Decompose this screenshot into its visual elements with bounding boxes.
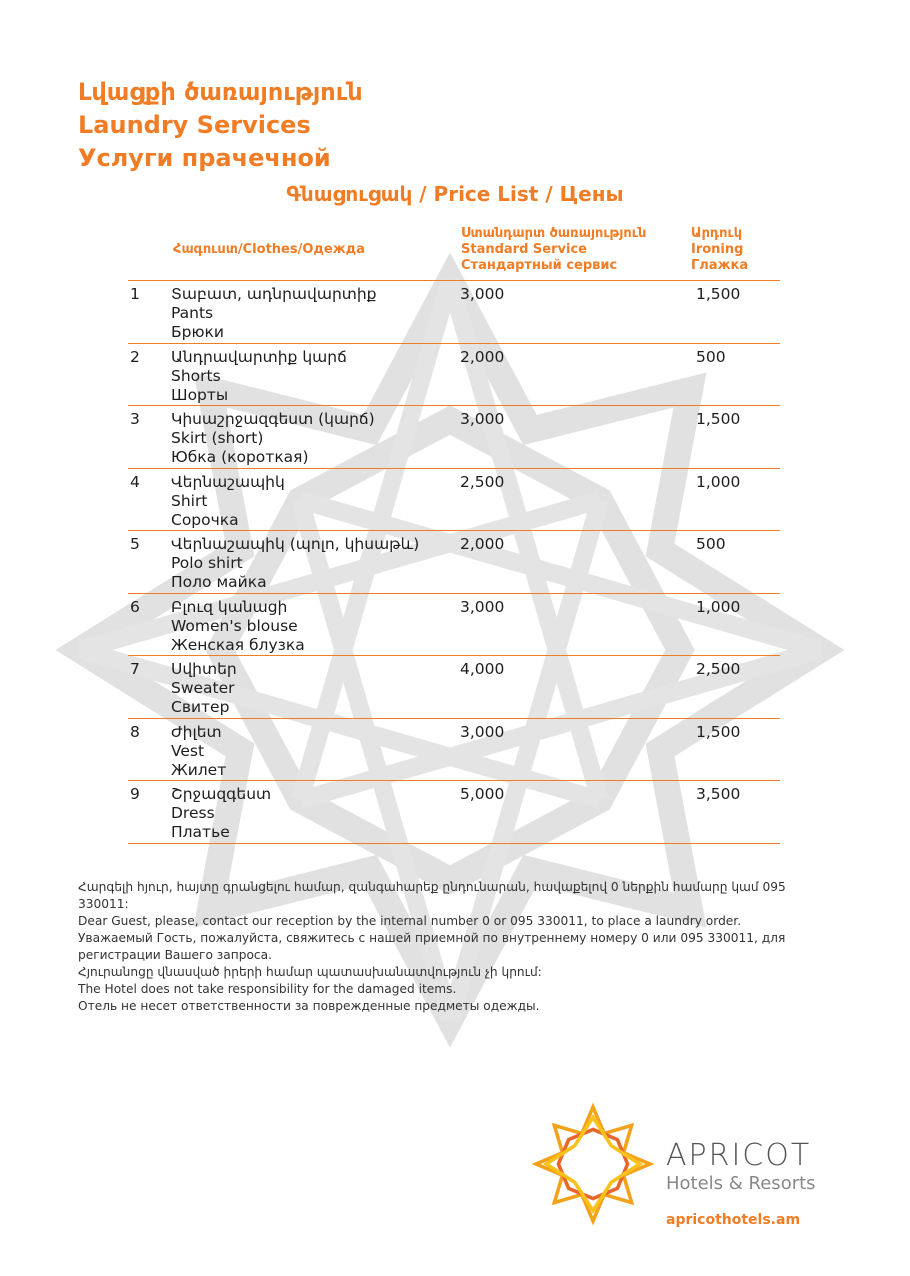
row-number: 9: [130, 785, 140, 803]
item-names: [171, 660, 237, 717]
row-number: 1: [130, 285, 140, 303]
note-liability-ru: Отель не несет ответственности за поврежденные предметы одежды.: [78, 999, 540, 1013]
item-name-hy: Վերնաշապիկ: [171, 472, 285, 491]
row-number: 7: [130, 660, 140, 678]
standard-price: 3,000: [460, 410, 505, 428]
ironing-price: 500: [696, 535, 726, 553]
item-names: [171, 723, 226, 780]
item-name-ru: Платье: [171, 823, 230, 841]
item-name-hy: Վերնաշապիկ (պոլո, կիսաթև): [171, 535, 420, 553]
item-name-ru: Брюки: [171, 323, 224, 341]
item-name-en: Polo shirt: [171, 554, 243, 572]
item-name-en: Vest: [171, 741, 205, 760]
item-names: [171, 535, 419, 592]
table-row: [128, 719, 780, 782]
header-standard-ru: Стандартный сервис: [461, 258, 618, 273]
item-names: [171, 598, 305, 655]
item-name-hy: Շրջազգեստ: [171, 785, 272, 803]
note-contact-en: Dear Guest, please, contact our reception by the internal number 0 or 095 330011, to place a laundry order.: [78, 914, 742, 928]
table-row: [128, 594, 780, 657]
standard-price: 2,500: [460, 472, 505, 491]
item-names: [171, 285, 377, 342]
item-name-hy: Կիսաշրջազգեստ (կարճ): [171, 410, 375, 428]
ironing-price: 1,000: [696, 597, 741, 616]
standard-price: 5,000: [460, 785, 505, 803]
ironing-price: 1,500: [696, 722, 741, 741]
header-standard-service: [461, 226, 646, 274]
item-name-ru: Шорты: [171, 385, 229, 404]
table-row: [128, 344, 780, 407]
item-names: [171, 410, 375, 467]
header-clothes: Հագուստ/Clothes/Одежда: [173, 242, 365, 257]
table-row: [128, 281, 780, 344]
title-russian: Услуги прачечной: [78, 144, 331, 172]
ironing-price: 500: [696, 347, 726, 366]
note-liability-hy: Հյուրանոցը վնասված իրերի համար պատասխանատվություն չի կրում:: [78, 965, 542, 979]
title-english: Laundry Services: [78, 111, 311, 139]
standard-price: 2,000: [460, 535, 505, 553]
table-row: [128, 656, 780, 719]
price-list-title: Գնացուցակ / Price List / Цены: [286, 182, 624, 206]
item-name-en: Women's blouse: [171, 616, 298, 635]
row-number: 4: [130, 472, 140, 491]
note-contact-ru: Уважаемый Гость, пожалуйста, свяжитесь с нашей приемной по внутреннему номеру 0 или 095 330011, для регистрации Вашего запроса.: [78, 931, 786, 962]
item-names: [171, 473, 285, 530]
brand-subtitle: Hotels & Resorts: [666, 1173, 816, 1194]
title-armenian: Լվացքի ծառայություն: [78, 78, 363, 106]
row-number: 2: [130, 347, 140, 366]
table-row: [128, 406, 780, 469]
header-standard-hy: Ստանդարտ ծառայություն: [461, 226, 647, 241]
apricot-sun-logo-icon: [532, 1103, 654, 1225]
row-number: 3: [130, 410, 140, 428]
item-name-ru: Юбка (короткая): [171, 448, 309, 466]
row-number: 6: [130, 597, 140, 616]
note-liability-en: The Hotel does not take responsibility for the damaged items.: [78, 982, 457, 996]
item-name-hy: Անդրավարտիք կարճ: [171, 347, 347, 366]
table-row: [128, 781, 780, 844]
header-ironing-ru: Глажка: [691, 258, 749, 273]
item-name-en: Pants: [171, 304, 214, 322]
ironing-price: 1,500: [696, 410, 741, 428]
item-name-en: Skirt (short): [171, 429, 264, 447]
standard-price: 3,000: [460, 285, 505, 303]
item-name-hy: Տաբատ, ադնրավարտիք: [171, 285, 377, 303]
item-name-ru: Сорочка: [171, 510, 239, 529]
standard-price: 3,000: [460, 597, 505, 616]
header-ironing: [691, 226, 748, 274]
table-row: [128, 531, 780, 594]
standard-price: 3,000: [460, 722, 505, 741]
row-number: 8: [130, 722, 140, 741]
header-standard-en: Standard Service: [461, 242, 587, 257]
brand-name: APRICOT: [666, 1138, 812, 1173]
item-name-ru: Женская блузка: [171, 635, 305, 654]
website-link[interactable]: apricothotels.am: [666, 1212, 801, 1228]
note-contact-hy: Հարգելի հյուր, հայտը գրանցելու համար, զանգահարեք ընդունարան, հավաքելով 0 ներքին համարը կամ 095 330011:: [78, 880, 786, 911]
item-name-ru: Поло майка: [171, 573, 267, 591]
standard-price: 4,000: [460, 660, 505, 678]
item-name-hy: Սվիտեր: [171, 660, 237, 678]
ironing-price: 1,500: [696, 285, 741, 303]
ironing-price: 1,000: [696, 472, 741, 491]
standard-price: 2,000: [460, 347, 505, 366]
table-row: [128, 469, 780, 532]
item-name-hy: Ժիլետ: [171, 722, 222, 741]
header-ironing-hy: Արդուկ: [691, 226, 743, 241]
item-name-hy: Բլուզ կանացի: [171, 597, 288, 616]
table-header: [128, 224, 780, 281]
item-name-en: Shirt: [171, 491, 208, 510]
brand-block: [666, 1140, 816, 1196]
ironing-price: 3,500: [696, 785, 741, 803]
document-titles: [78, 76, 363, 175]
item-name-en: Shorts: [171, 366, 221, 385]
header-ironing-en: Ironing: [691, 242, 744, 257]
ironing-price: 2,500: [696, 660, 741, 678]
notes-section: [78, 879, 838, 1015]
item-name-ru: Жилет: [171, 760, 227, 779]
item-names: [171, 785, 271, 842]
item-name-ru: Свитер: [171, 698, 230, 716]
price-table: [128, 224, 780, 844]
item-name-en: Sweater: [171, 679, 235, 697]
item-names: [171, 348, 347, 405]
row-number: 5: [130, 535, 140, 553]
item-name-en: Dress: [171, 804, 215, 822]
